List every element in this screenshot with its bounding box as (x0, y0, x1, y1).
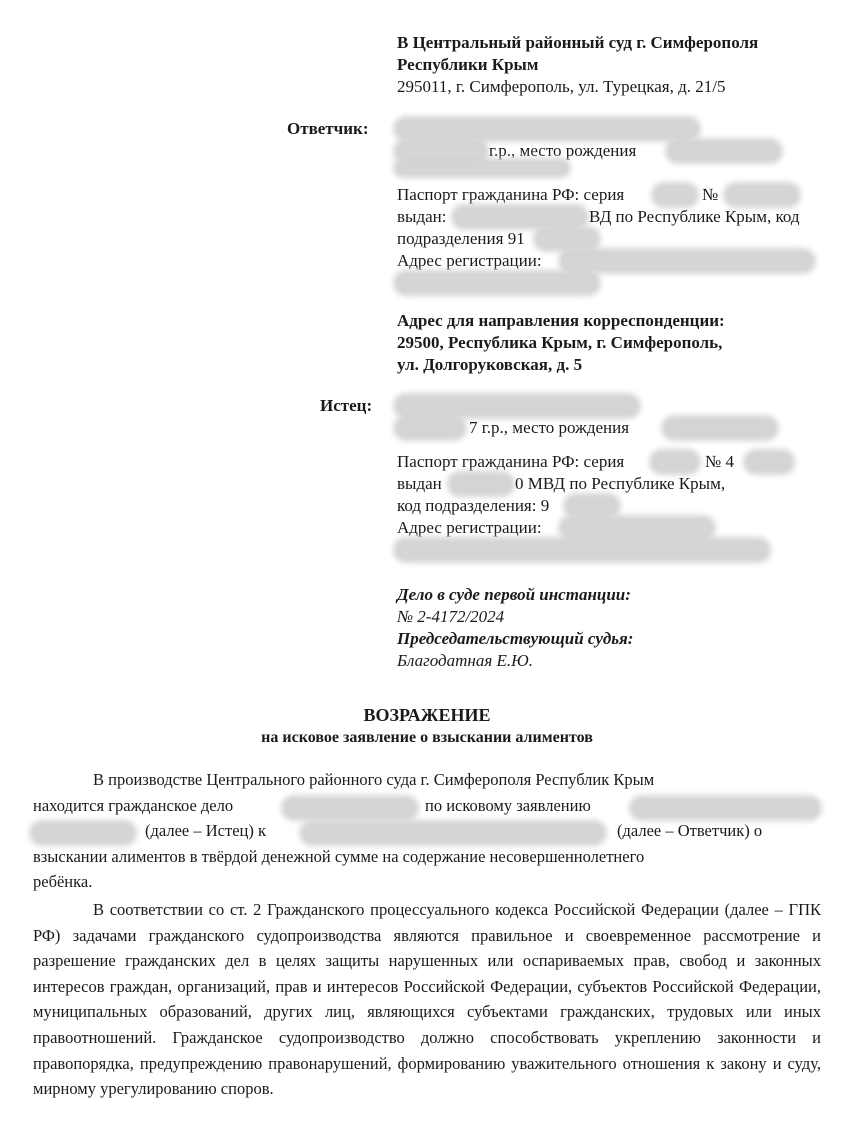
plaintiff-registration-line (397, 517, 837, 539)
redaction (397, 397, 637, 415)
plaintiff-block (397, 395, 837, 561)
defendant-registration-line (397, 250, 837, 272)
paragraph-1 (33, 769, 821, 897)
p1-line1: В производстве Центрального районного суда г. Симферополя Республик Крым (93, 770, 655, 789)
p1-line2-b: по исковому заявлению (425, 795, 591, 815)
defendant-registration-line2 (397, 272, 837, 294)
defendant-birth-place-line (397, 162, 837, 184)
plaintiff-issued-prefix: выдан (397, 474, 442, 493)
redaction (397, 142, 485, 160)
judge-name: Благодатная Е.Ю. (397, 651, 533, 670)
defendant-mail-line1: 29500, Республика Крым, г. Симферополь, (397, 333, 723, 352)
redaction (397, 419, 463, 437)
p1-line3-a: (далее – Истец) к (145, 821, 266, 841)
plaintiff-passport-no: № 4 (705, 452, 734, 471)
case-info-block (397, 584, 837, 672)
redaction (669, 142, 779, 160)
defendant-mail-label: Адрес для направления корреспонденции: (397, 311, 725, 330)
redaction (747, 453, 791, 471)
p1-line2 (33, 795, 821, 821)
defendant-subdivision-line (397, 228, 837, 250)
court-name-line1: В Центральный районный суд г. Симферополя (397, 33, 759, 52)
redaction (33, 824, 133, 842)
defendant-issued-line (397, 206, 837, 228)
court-name-line2: Республики Крым (397, 55, 539, 74)
document-body (33, 769, 821, 1102)
p1-line3 (33, 820, 821, 846)
redaction (655, 186, 695, 204)
p1-line3-b: (далее – Ответчик) о (617, 821, 763, 841)
plaintiff-issued-line (397, 473, 837, 495)
first-instance-label: Дело в суде первой инстанции: (397, 585, 631, 604)
defendant-registration: Адрес регистрации: (397, 251, 542, 270)
plaintiff-spacer (397, 439, 837, 451)
defendant-birth-text: г.р., место рождения (489, 141, 637, 160)
plaintiff-passport-line (397, 451, 837, 473)
defendant-subdivision: подразделения 91 (397, 229, 525, 248)
document-title: ВОЗРАЖЕНИЕ (363, 705, 491, 725)
defendant-passport-line (397, 184, 837, 206)
redaction (397, 120, 697, 138)
plaintiff-passport-prefix: Паспорт гражданина РФ: серия (397, 452, 625, 471)
plaintiff-birth-line (397, 417, 837, 439)
defendant-block (397, 118, 837, 376)
redaction (397, 541, 767, 559)
defendant-passport-prefix: Паспорт гражданина РФ: серия (397, 185, 625, 204)
redaction (451, 475, 511, 493)
defendant-label: Ответчик: (287, 119, 369, 138)
redaction (567, 497, 617, 515)
redaction (303, 824, 603, 842)
court-address: 295011, г. Симферополь, ул. Турецкая, д. 21/5 (397, 77, 726, 96)
redaction (562, 519, 712, 537)
plaintiff-label: Истец: (320, 396, 373, 415)
redaction (562, 252, 812, 270)
redaction (633, 799, 818, 817)
plaintiff-birth-text: 7 г.р., место рождения (469, 418, 630, 437)
redaction (397, 274, 597, 292)
p1-line2-a: находится гражданское дело (33, 795, 234, 815)
judge-label: Председательствующий судья: (397, 629, 634, 648)
defendant-name-line (397, 118, 837, 140)
plaintiff-subdivision: код подразделения: 9 (397, 496, 550, 515)
court-address-block (397, 32, 837, 98)
defendant-issued-prefix: выдан: (397, 207, 447, 226)
plaintiff-registration-line2 (397, 539, 837, 561)
redaction (727, 186, 797, 204)
plaintiff-registration: Адрес регистрации: (397, 518, 542, 537)
defendant-passport-no: № (702, 185, 719, 204)
redaction (653, 453, 697, 471)
paragraph-2: В соответствии со ст. 2 Гражданского процессуального кодекса Российской Федерации (далее – ГПК РФ) задачами гражданского судопроизводства являются правильное и своевременное рассмотрение и разрешение гражданских дел в целях защиты нарушенных или оспариваемых прав, свобод и законных интересов граждан, организаций, прав и интересов Российской Федерации, субъектов Российской Федерации, муниципальных образований, других лиц, являющихся субъектами гражданских, трудовых или иных правоотношений. Гражданское судопроизводство должно способствовать укреплению законности и правопорядка, предупреждению правонарушений, формированию уважительного отношения к закону и суду, мирному урегулированию споров. (33, 900, 821, 1099)
plaintiff-issued-text: 0 МВД по Республике Крым, (515, 474, 726, 493)
document-subtitle: на исковое заявление о взыскании алиментов (261, 729, 593, 746)
redaction (537, 230, 597, 248)
defendant-birth-line (397, 140, 837, 162)
redaction (397, 162, 567, 174)
p1-line4: взыскании алиментов в твёрдой денежной сумме на содержание несовершеннолетнего (33, 846, 645, 866)
plaintiff-subdivision-line (397, 495, 837, 517)
defendant-mail-line2: ул. Долгоруковская, д. 5 (397, 355, 583, 374)
case-number: № 2-4172/2024 (397, 607, 505, 626)
plaintiff-name-line (397, 395, 837, 417)
redaction (665, 419, 775, 437)
redaction (455, 208, 585, 226)
defendant-issued-text: ВД по Республике Крым, код (589, 207, 800, 226)
redaction (285, 799, 415, 817)
p1-line5: ребёнка. (33, 872, 93, 892)
